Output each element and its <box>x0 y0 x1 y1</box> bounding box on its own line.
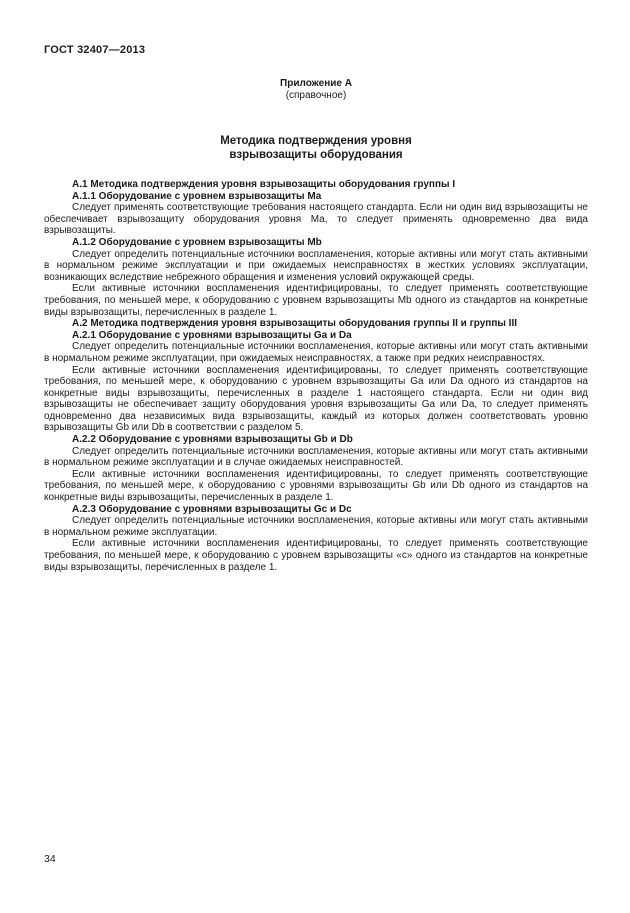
section-heading: А.2 Методика подтверждения уровня взрывозащиты оборудования группы II и группы III <box>72 318 518 330</box>
section-heading: А.2.1 Оборудование с уровнями взрывозащиты Ga и Da <box>72 329 352 341</box>
appendix-block <box>44 78 588 102</box>
page-number: 34 <box>44 853 56 865</box>
appendix-note: (справочное) <box>285 90 347 101</box>
paragraph: Если активные источники воспламенения идентифицированы, то следует применять соответствующие требования, по меньшей мере, к оборудованию с уровнем взрывозащиты Ga или Da одного из стандартов на конкретные виды взрывозащиты, перечисленных в разделе 1 настоящего стандарта. Если ни один вид взрывозащиты не обеспечивает защиту оборудования уровня взрывозащиты Ga или Da, то следует применять одновременно два независимых вида взрывозащиты, каждый из которых должен соответствовать уровню взрывозащиты Gb или Db в соответствии с разделом 5. <box>44 364 588 434</box>
section-heading: А.1.2 Оборудование с уровнем взрывозащиты Mb <box>72 236 322 248</box>
paragraph: Если активные источники воспламенения идентифицированы, то следует применять соответствующие требования, по меньшей мере, к оборудованию с уровнями взрывозащиты Gb или Db одного из стандартов на конкретные виды взрывозащиты, перечисленных в разделе 1. <box>44 468 588 504</box>
paragraph: Если активные источники воспламенения идентифицированы, то следует применять соответствующие требования, по меньшей мере, к оборудованию с уровнем взрывозащиты «с» одного из стандартов на конкретные виды взрывозащиты, перечисленных в разделе 1. <box>44 538 588 573</box>
section-heading: А.2.2 Оборудование с уровнями взрывозащиты Gb и Db <box>72 434 353 446</box>
page-title-line1: Методика подтверждения уровня <box>220 135 412 147</box>
paragraph: Следует определить потенциальные источники воспламенения, которые активны или могут стать активными в нормальном режиме эксплуатации и при ожидаемых неисправностях в жестких условиях эксплуатации, возникающих вследствие небрежного обращения и изменения условий окружающей среды. <box>44 248 588 283</box>
appendix-label: Приложение А <box>280 78 352 89</box>
doc-code: ГОСТ 32407—2013 <box>44 44 146 56</box>
paragraph: Следует определить потенциальные источники воспламенения, которые активны или могут стать активными в нормальном режиме эксплуатации и в случае ожидаемых неисправностей. <box>44 445 588 469</box>
page-title <box>44 134 588 162</box>
page-title-line2: взрывозащиты оборудования <box>229 149 403 161</box>
document-body <box>44 179 588 573</box>
section-heading: А.2.3 Оборудование с уровнями взрывозащиты Gc и Dc <box>72 503 352 515</box>
paragraph: Следует определить потенциальные источники воспламенения, которые активны или могут стать активными в нормальном режиме эксплуатации. <box>44 515 588 538</box>
section-heading: А.1.1 Оборудование с уровнем взрывозащиты Ма <box>72 190 322 202</box>
section-heading: А.1 Методика подтверждения уровня взрывозащиты оборудования группы I <box>72 179 456 190</box>
paragraph: Если активные источники воспламенения идентифицированы, то следует применять соответствующие требования, по меньшей мере, к оборудованию с уровнем взрывозащиты Mb одного из стандартов на конкретные виды взрывозащиты, перечисленных в разделе 1. <box>44 283 588 318</box>
paragraph: Следует определить потенциальные источники воспламенения, которые активны или могут стать активными в нормальном режиме эксплуатации, при ожидаемых неисправностях, а также при редких неисправностях. <box>44 341 588 364</box>
paragraph: Следует применять соответствующие требования настоящего стандарта. Если ни один вид взрывозащиты не обеспечивает взрывозащиту оборудования уровня Ма, то следует применять одновременно два вида взрывозащиты. <box>44 202 588 237</box>
